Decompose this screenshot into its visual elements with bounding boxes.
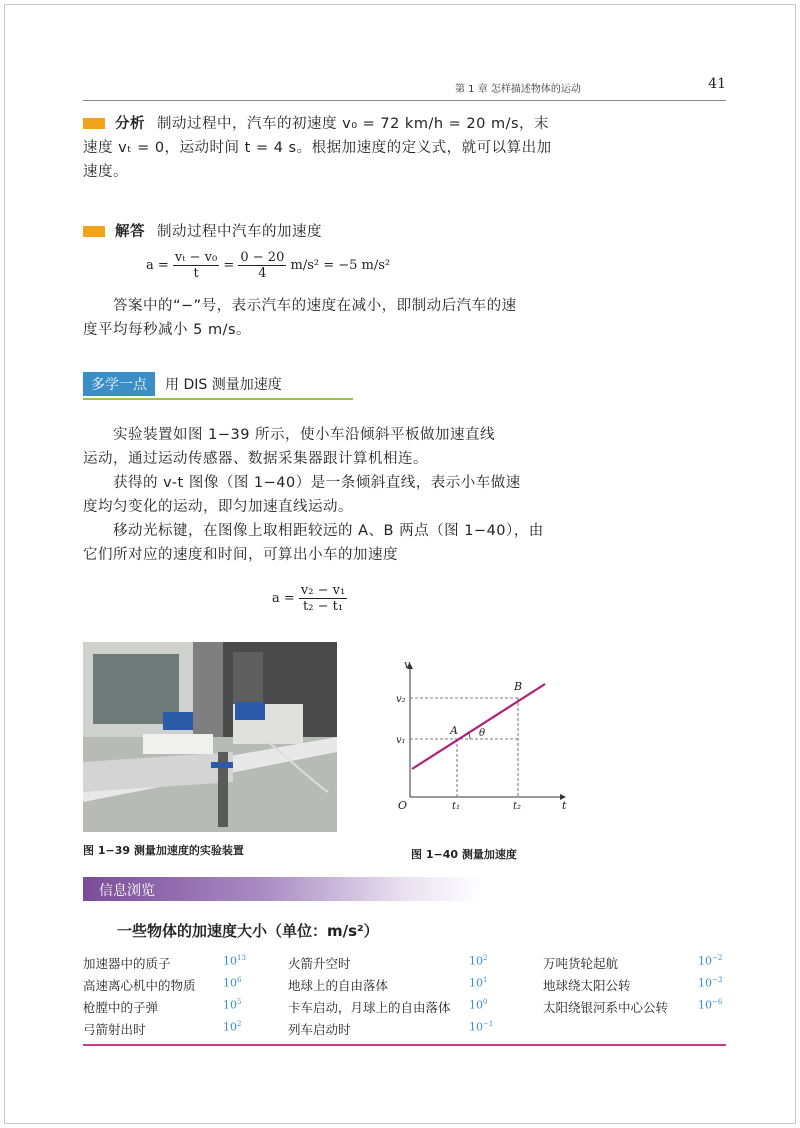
value-exponent: 0 bbox=[483, 998, 488, 1006]
table-bottom-rule bbox=[83, 1044, 726, 1046]
row-name: 加速器中的质子 bbox=[83, 956, 171, 971]
vt-graph-svg bbox=[390, 656, 590, 816]
theta-label: θ bbox=[479, 728, 486, 739]
row-name: 高速离心机中的物质 bbox=[83, 978, 196, 993]
v2-label: v₂ bbox=[396, 694, 406, 705]
value-base: 10 bbox=[469, 954, 483, 968]
table-row bbox=[543, 998, 726, 1020]
experiment-photo-drawing bbox=[83, 642, 337, 832]
table-column-2 bbox=[288, 954, 508, 1042]
table-row bbox=[83, 954, 293, 976]
row-name: 弓箭射出时 bbox=[83, 1022, 146, 1037]
answer-formula bbox=[146, 250, 390, 281]
row-name: 太阳绕银河系中心公转 bbox=[543, 1000, 669, 1015]
figure-39-caption: 图 1−39 测量加速度的实验装置 bbox=[83, 844, 244, 857]
value-base: 10 bbox=[469, 1020, 483, 1034]
table-row bbox=[288, 976, 508, 998]
value-base: 10 bbox=[223, 976, 237, 990]
formula-equals: = bbox=[223, 258, 235, 273]
analysis-section bbox=[83, 112, 726, 184]
table-row bbox=[83, 976, 293, 998]
row-name: 列车启动时 bbox=[288, 1022, 351, 1037]
acceleration-formula-lhs: a = bbox=[272, 591, 295, 606]
value-exponent: 5 bbox=[237, 998, 242, 1006]
value-exponent: 6 bbox=[237, 976, 242, 984]
row-value bbox=[469, 954, 487, 968]
row-value bbox=[223, 1020, 241, 1034]
row-value bbox=[698, 976, 722, 990]
table-row bbox=[288, 954, 508, 976]
value-base: 10 bbox=[223, 1020, 237, 1034]
v-axis-label: v bbox=[404, 658, 411, 671]
info-browse-bar bbox=[83, 877, 483, 901]
row-name: 火箭升空时 bbox=[288, 956, 351, 971]
value-base: 10 bbox=[469, 976, 483, 990]
experiment-text bbox=[83, 423, 726, 567]
row-value bbox=[223, 976, 241, 990]
table-row bbox=[288, 1020, 508, 1042]
t-axis-label: t bbox=[562, 799, 567, 812]
acceleration-formula bbox=[272, 583, 347, 614]
value-exponent: 2 bbox=[237, 1020, 242, 1028]
value-base: 10 bbox=[469, 998, 483, 1012]
row-value bbox=[698, 954, 722, 968]
value-exponent: 1 bbox=[483, 976, 488, 984]
row-value bbox=[469, 976, 487, 990]
orange-marker-icon bbox=[83, 118, 105, 129]
answer-note-line-2: 度平均每秒减小 5 m/s。 bbox=[83, 322, 252, 338]
origin-label: O bbox=[398, 799, 408, 812]
t2-label: t₂ bbox=[513, 801, 522, 812]
v1-label: v₁ bbox=[396, 735, 406, 746]
value-base: 10 bbox=[698, 998, 712, 1012]
point-b-label: B bbox=[514, 680, 523, 693]
table-row bbox=[543, 954, 726, 976]
experiment-p1-line-1: 实验装置如图 1−39 所示，使小车沿倾斜平板做加速直线 bbox=[113, 427, 496, 443]
answer-label: 解答 bbox=[115, 224, 145, 240]
table-row bbox=[83, 998, 293, 1020]
value-exponent: −1 bbox=[483, 1020, 494, 1028]
analysis-line-1: 制动过程中，汽车的初速度 v₀ = 72 km/h = 20 m/s，末 bbox=[157, 116, 550, 132]
row-value bbox=[698, 998, 722, 1012]
value-exponent: −2 bbox=[712, 954, 723, 962]
value-exponent: −3 bbox=[712, 976, 723, 984]
orange-marker-icon bbox=[83, 226, 105, 237]
fraction-1-denominator: t bbox=[193, 266, 199, 281]
value-base: 10 bbox=[698, 976, 712, 990]
analysis-label: 分析 bbox=[115, 116, 145, 132]
value-base: 10 bbox=[223, 998, 237, 1012]
fraction-2-numerator: 0 − 20 bbox=[240, 250, 285, 265]
row-value bbox=[469, 998, 487, 1012]
answer-intro: 制动过程中汽车的加速度 bbox=[157, 224, 322, 240]
acceleration-numerator: v₂ − v₁ bbox=[300, 583, 346, 598]
fraction-1-numerator: vₜ − v₀ bbox=[174, 250, 218, 265]
table-row bbox=[83, 1020, 293, 1042]
row-value bbox=[223, 998, 241, 1012]
experiment-p2-line-1: 获得的 v-t 图像（图 1−40）是一条倾斜直线，表示小车做速 bbox=[113, 475, 521, 491]
chapter-title: 第 1 章 怎样描述物体的运动 bbox=[455, 84, 581, 95]
row-value bbox=[223, 954, 246, 968]
value-exponent: −6 bbox=[712, 998, 723, 1006]
formula-lhs: a = bbox=[146, 258, 169, 273]
row-value bbox=[469, 1020, 493, 1034]
acceleration-fraction bbox=[299, 583, 347, 614]
answer-heading bbox=[83, 220, 726, 244]
point-a-label: A bbox=[450, 724, 458, 737]
fraction-2-denominator: 4 bbox=[258, 266, 267, 281]
page-header bbox=[83, 68, 726, 101]
analysis-line-2: 速度 vₜ = 0，运动时间 t = 4 s。根据加速度的定义式，就可以算出加 bbox=[83, 140, 552, 156]
table-column-3 bbox=[543, 954, 726, 1020]
value-base: 10 bbox=[698, 954, 712, 968]
experiment-p1-line-2: 运动，通过运动传感器、数据采集器跟计算机相连。 bbox=[83, 451, 428, 467]
row-name: 万吨货轮起航 bbox=[543, 956, 619, 971]
answer-note bbox=[83, 294, 726, 342]
acceleration-table-title: 一些物体的加速度大小（单位：m/s²） bbox=[117, 922, 379, 940]
table-column-1 bbox=[83, 954, 293, 1042]
answer-note-line-1: 答案中的“−”号，表示汽车的速度在减小，即制动后汽车的速 bbox=[113, 298, 517, 314]
value-exponent: 2 bbox=[483, 954, 488, 962]
experiment-photo bbox=[83, 642, 337, 832]
row-name: 地球绕太阳公转 bbox=[543, 978, 631, 993]
value-base: 10 bbox=[223, 954, 237, 968]
extra-knowledge-badge: 多学一点 bbox=[83, 372, 155, 396]
formula-fraction-1 bbox=[173, 250, 219, 281]
extra-knowledge-subtitle: 用 DIS 测量加速度 bbox=[165, 377, 282, 393]
formula-rhs: m/s² = −5 m/s² bbox=[290, 258, 391, 273]
page-number: 41 bbox=[708, 76, 726, 92]
acceleration-denominator: t₂ − t₁ bbox=[303, 599, 344, 614]
analysis-line-3: 速度。 bbox=[83, 164, 128, 180]
vt-graph bbox=[390, 656, 590, 816]
table-row bbox=[288, 998, 508, 1020]
formula-fraction-2 bbox=[238, 250, 286, 281]
info-browse-title: 信息浏览 bbox=[99, 883, 155, 899]
heading-underline bbox=[83, 398, 353, 400]
row-name: 卡车启动，月球上的自由落体 bbox=[288, 1000, 451, 1015]
extra-knowledge-heading bbox=[83, 372, 353, 396]
figure-40-caption: 图 1−40 测量加速度 bbox=[411, 848, 517, 861]
experiment-p2-line-2: 度均匀变化的运动，即匀加速直线运动。 bbox=[83, 499, 353, 515]
row-name: 枪膛中的子弹 bbox=[83, 1000, 159, 1015]
value-exponent: 13 bbox=[237, 954, 246, 962]
row-name: 地球上的自由落体 bbox=[288, 978, 389, 993]
t1-label: t₁ bbox=[452, 801, 461, 812]
table-row bbox=[543, 976, 726, 998]
experiment-p3-line-1: 移动光标键，在图像上取相距较远的 A、B 两点（图 1−40），由 bbox=[113, 523, 544, 539]
experiment-p3-line-2: 它们所对应的速度和时间，可算出小车的加速度 bbox=[83, 547, 398, 563]
vt-line bbox=[412, 684, 545, 769]
